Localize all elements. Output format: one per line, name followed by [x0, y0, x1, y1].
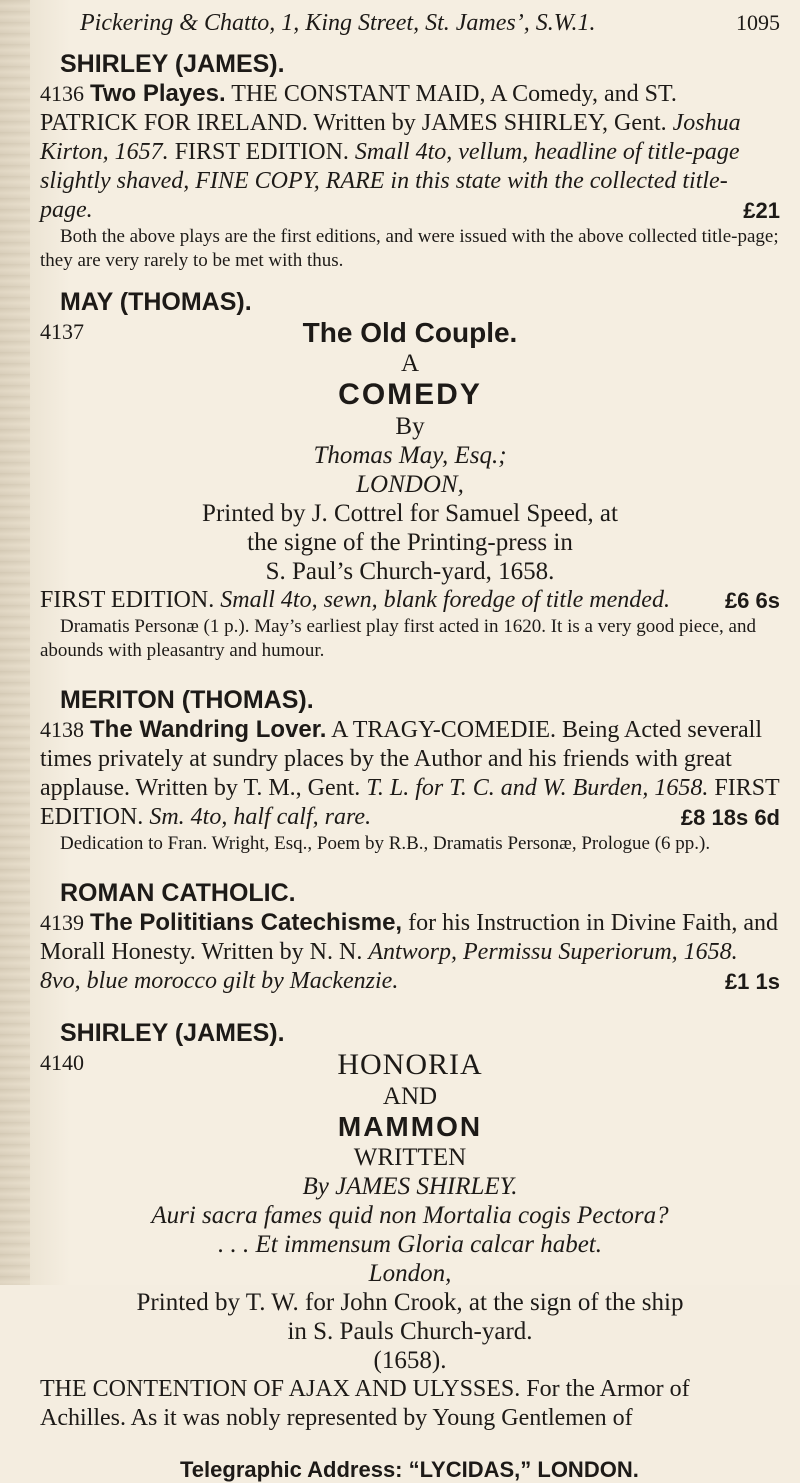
- lot-number: 4136: [40, 81, 84, 106]
- title-page-line: By: [395, 413, 425, 440]
- telegraphic-address: Telegraphic Address: “LYCIDAS,” LONDON.: [180, 1457, 639, 1482]
- entry-text: THE CONSTANT MAID, A Comedy, and ST. PATRICK FOR IRELAND. Written by JAMES SHIRLEY, Gent.: [40, 81, 677, 136]
- entry-text: A TRAGY-COMEDIE. Being Acted severall times privately at sundry places by the Author and his friends with great applause. Written by T. M., Gent.: [40, 717, 762, 801]
- catalogue-entry: [40, 908, 780, 996]
- running-header: [40, 10, 780, 37]
- entry-text: THE CONTENTION OF AJAX AND ULYSSES. For the Armor of Achilles. As it was nobly represented by Young Gentlemen of: [40, 1376, 690, 1431]
- entry-text: for his Instruction in Divine Faith, and Morall Honesty. Written by N. N.: [40, 910, 779, 965]
- author-heading: MAY (THOMAS).: [60, 288, 252, 316]
- title-page-line: Thomas May, Esq.;: [313, 442, 507, 469]
- entry-edition: FIRST EDITION.: [40, 587, 215, 613]
- title-page-title: The Old Couple.: [302, 317, 518, 348]
- page-number: 1095: [736, 10, 780, 35]
- title-page-line: Printed by J. Cottrel for Samuel Speed, at: [202, 500, 618, 527]
- lot-number: 4140: [40, 1050, 84, 1075]
- entry-edition: FIRST EDITION.: [174, 139, 349, 165]
- lot-number: 4137: [40, 319, 84, 344]
- entry-description: Sm. 4to, half calf, rare.: [149, 804, 372, 830]
- catalogue-entry: [40, 715, 780, 832]
- entry-note: Dedication to Fran. Wright, Esq., Poem by R.B., Dramatis Personæ, Prologue (6 pp.).: [60, 833, 711, 854]
- publisher-line: Pickering & Chatto, 1, King Street, St. James’, S.W.1.: [80, 10, 596, 36]
- lot-number: 4138: [40, 717, 84, 742]
- title-page-line: Printed by T. W. for John Crook, at the sign of the ship: [136, 1289, 684, 1316]
- title-page-line: By JAMES SHIRLEY.: [302, 1173, 518, 1200]
- title-page-line: A: [400, 350, 420, 377]
- entry-edition: FIRST EDITION.: [40, 775, 780, 830]
- title-page-line: in S. Pauls Church-yard.: [287, 1318, 533, 1345]
- title-page-line: (1658).: [373, 1347, 447, 1374]
- entry-note: Dramatis Personæ (1 p.). May’s earliest play first acted in 1620. It is a very good piece, and abounds with pleasantry and humour.: [40, 616, 756, 661]
- title-page-line: S. Paul’s Church-yard, 1658.: [265, 558, 555, 585]
- entry-title: The Wandring Lover.: [90, 716, 327, 743]
- title-page-line: London,: [368, 1260, 452, 1287]
- entry-description: 8vo, blue morocco gilt by Mackenzie.: [40, 968, 399, 994]
- title-page-line: Auri sacra fames quid non Mortalia cogis Pectora?: [151, 1202, 669, 1229]
- entry-price: £21: [743, 198, 780, 223]
- author-heading: ROMAN CATHOLIC.: [60, 879, 296, 907]
- binding-gutter: [0, 0, 30, 1285]
- entry-imprint: T. L. for T. C. and W. Burden, 1658.: [366, 775, 709, 801]
- entry-title: The Polititians Catechisme,: [90, 909, 403, 936]
- page-content: [40, 10, 780, 1483]
- entry-price: £6 6s: [724, 588, 780, 613]
- title-page-line: AND: [382, 1083, 438, 1110]
- entry-imprint: Joshua Kirton, 1657.: [40, 110, 741, 165]
- title-page-line: . . . Et immensum Gloria calcar habet.: [218, 1231, 602, 1258]
- entry-description: Small 4to, vellum, headline of title-page slightly shaved, FINE COPY, RARE in this state with the collected title-page.: [40, 139, 740, 223]
- title-page-line: COMEDY: [338, 378, 482, 411]
- title-page-line: MAMMON: [337, 1111, 483, 1142]
- entry-imprint: Antworp, Permissu Superiorum, 1658.: [368, 939, 738, 965]
- entry-description: Small 4to, sewn, blank foredge of title mended.: [220, 587, 670, 613]
- entry-price: £8 18s 6d: [680, 805, 780, 830]
- title-page-line: the signe of the Printing-press in: [247, 529, 573, 556]
- entry-note: Both the above plays are the first editions, and were issued with the above collected title-page; they are very rarely to be met with thus.: [40, 226, 779, 271]
- entry-collation: [40, 586, 780, 615]
- author-heading: SHIRLEY (JAMES).: [60, 1019, 285, 1047]
- entry-price: £1 1s: [724, 969, 780, 994]
- catalogue-entry: [40, 1048, 780, 1375]
- entry-title: Two Playes.: [90, 80, 226, 107]
- title-page-line: WRITTEN: [353, 1144, 467, 1171]
- catalogue-entry: [40, 317, 780, 586]
- title-page-line: LONDON,: [356, 471, 464, 498]
- title-page-line: HONORIA: [337, 1048, 483, 1081]
- author-heading: MERITON (THOMAS).: [60, 686, 314, 714]
- lot-number: 4139: [40, 910, 84, 935]
- catalogue-entry: [40, 79, 780, 225]
- author-heading: SHIRLEY (JAMES).: [60, 50, 285, 78]
